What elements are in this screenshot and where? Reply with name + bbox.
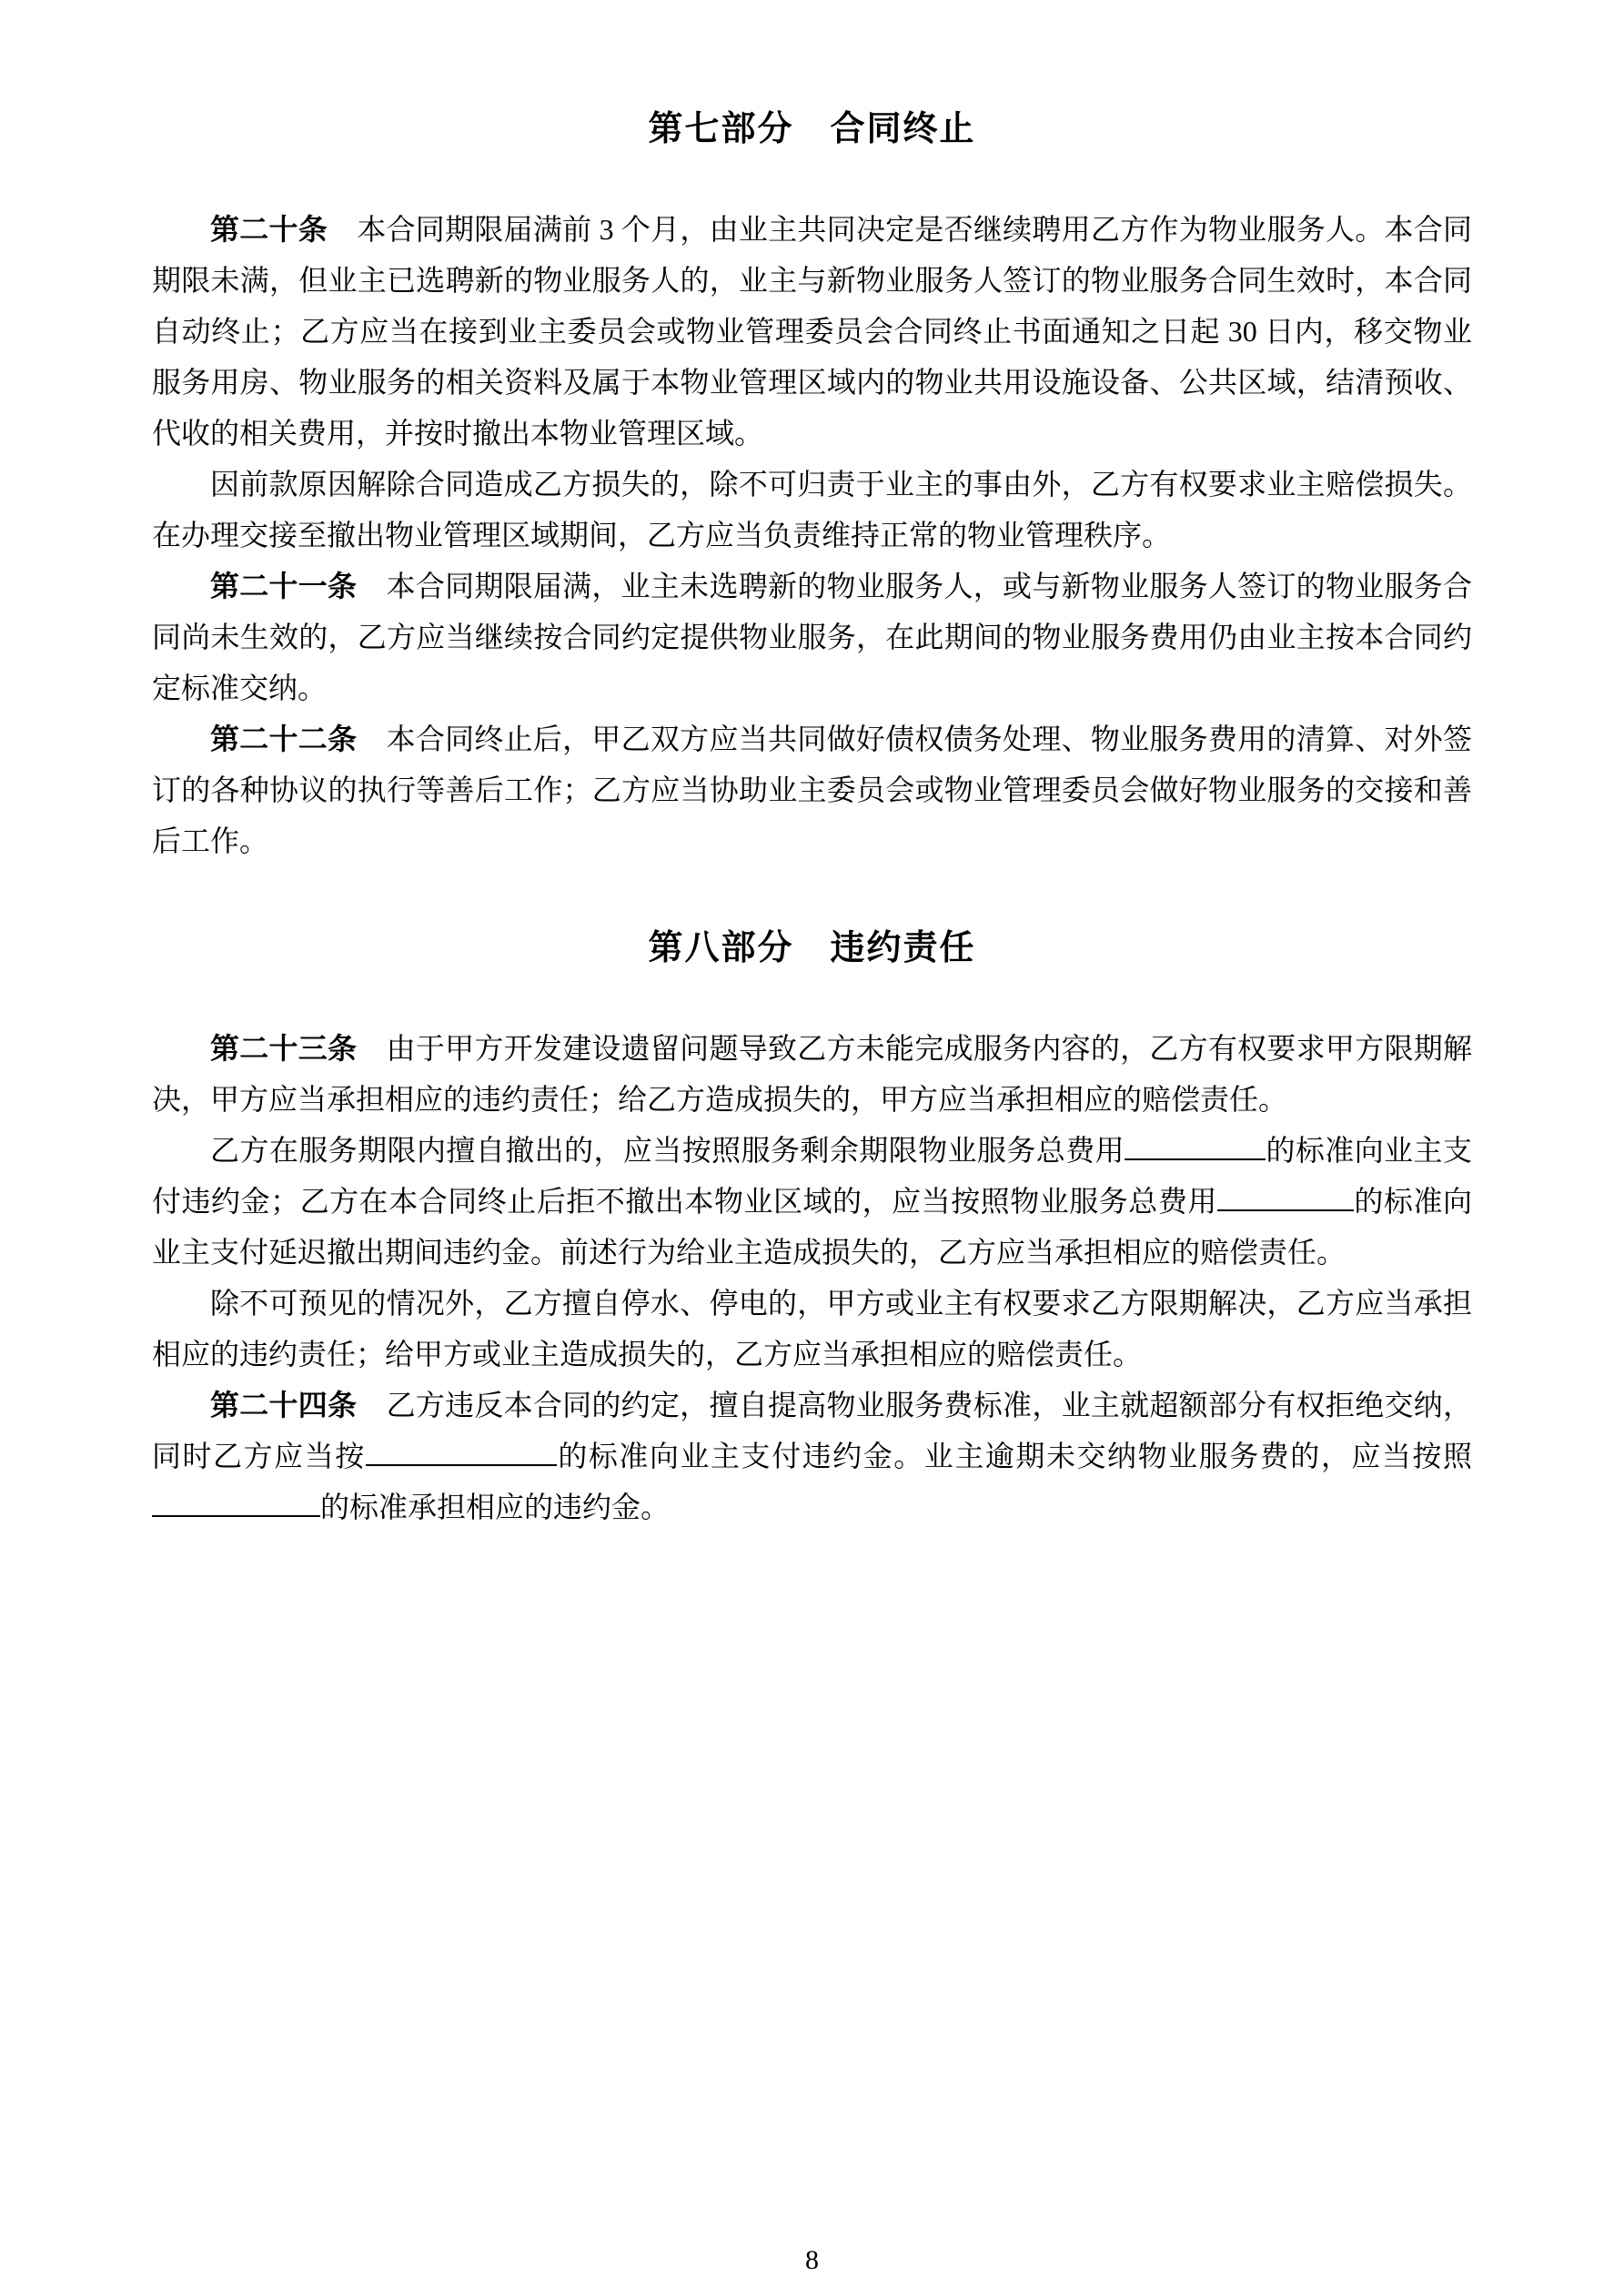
- paragraph-text: 的标准向业主支付延迟撤出期间违约金。前述行为给业主造成损失的，乙方应当承担相应的赔偿责任。: [152, 1185, 1472, 1269]
- article-number: 第二十四条: [210, 1389, 358, 1421]
- fill-in-blank: [1125, 1155, 1266, 1160]
- paragraph: [152, 1125, 1472, 1278]
- paragraph-text: 本合同期限届满，业主未选聘新的物业服务人，或与新物业服务人签订的物业服务合同尚未生效的，乙方应当继续按合同约定提供物业服务，在此期间的物业服务费用仍由业主按本合同约定标准交纳。: [152, 570, 1472, 704]
- paragraph-text: 乙方在服务期限内擅自撤出的，应当按照服务剩余期限物业服务总费用: [210, 1134, 1125, 1167]
- paragraph: [152, 713, 1472, 866]
- section-heading: 第七部分 合同终止: [648, 110, 976, 148]
- paragraph: [152, 204, 1472, 459]
- paragraph-text: 除不可预见的情况外，乙方擅自停水、停电的，甲方或业主有权要求乙方限期解决，乙方应当承担相应的违约责任；给甲方或业主造成损失的，乙方应当承担相应的赔偿责任。: [152, 1287, 1472, 1371]
- paragraph-text: 乙方违反本合同的约定，擅自提高物业服务费标准，业主就超额部分有权拒绝交纳，同时乙方应当按: [152, 1389, 1472, 1472]
- paragraph: [152, 1023, 1472, 1125]
- article-number: 第二十三条: [210, 1032, 358, 1065]
- paragraph-text: 由于甲方开发建设遗留问题导致乙方未能完成服务内容的，乙方有权要求甲方限期解决，甲方应当承担相应的违约责任；给乙方造成损失的，甲方应当承担相应的赔偿责任。: [152, 1032, 1472, 1116]
- paragraph-text: 本合同期限届满前 3 个月，由业主共同决定是否继续聘用乙方作为物业服务人。本合同期限未满，但业主已选聘新的物业服务人的，业主与新物业服务人签订的物业服务合同生效时，本合同自动终止；乙方应当在接到业主委员会或物业管理委员会合同终止书面通知之日起 30 日内，移交物业服务用房、物业服务的相关资料及属于本物业管理区域内的物业共用设施设备、公共区域，结清预收、代收的相关费用，并按时撤出本物业管理区域。: [152, 213, 1472, 450]
- article-number: 第二十条: [210, 213, 328, 246]
- paragraph: [152, 1278, 1472, 1380]
- article-number: 第二十一条: [210, 570, 358, 602]
- paragraph-text: 的标准向业主支付违约金。业主逾期未交纳物业服务费的，应当按照: [556, 1440, 1472, 1472]
- paragraph-text: 本合同终止后，甲乙双方应当共同做好债权债务处理、物业服务费用的清算、对外签订的各种协议的执行等善后工作；乙方应当协助业主委员会或物业管理委员会做好物业服务的交接和善后工作。: [152, 723, 1472, 857]
- fill-in-blank: [152, 1512, 320, 1517]
- paragraph: [152, 1380, 1472, 1532]
- document-body: [152, 107, 1472, 1532]
- paragraph-text: 因前款原因解除合同造成乙方损失的，除不可归责于业主的事由外，乙方有权要求业主赔偿损失。在办理交接至撤出物业管理区域期间，乙方应当负责维持正常的物业管理秩序。: [152, 468, 1472, 551]
- paragraph: [152, 561, 1472, 713]
- article-number: 第二十二条: [210, 723, 358, 755]
- section-heading: 第八部分 违约责任: [648, 929, 976, 967]
- paragraph: [152, 459, 1472, 561]
- page-number: 8: [805, 2245, 819, 2275]
- paragraph-text: 的标准承担相应的违约金。: [320, 1491, 671, 1523]
- paragraph-text: 的标准向业主支付违约金；乙方在本合同终止后拒不撤出本物业区域的，应当按照物业服务总费用: [152, 1134, 1472, 1218]
- fill-in-blank: [1217, 1206, 1354, 1211]
- fill-in-blank: [366, 1461, 557, 1466]
